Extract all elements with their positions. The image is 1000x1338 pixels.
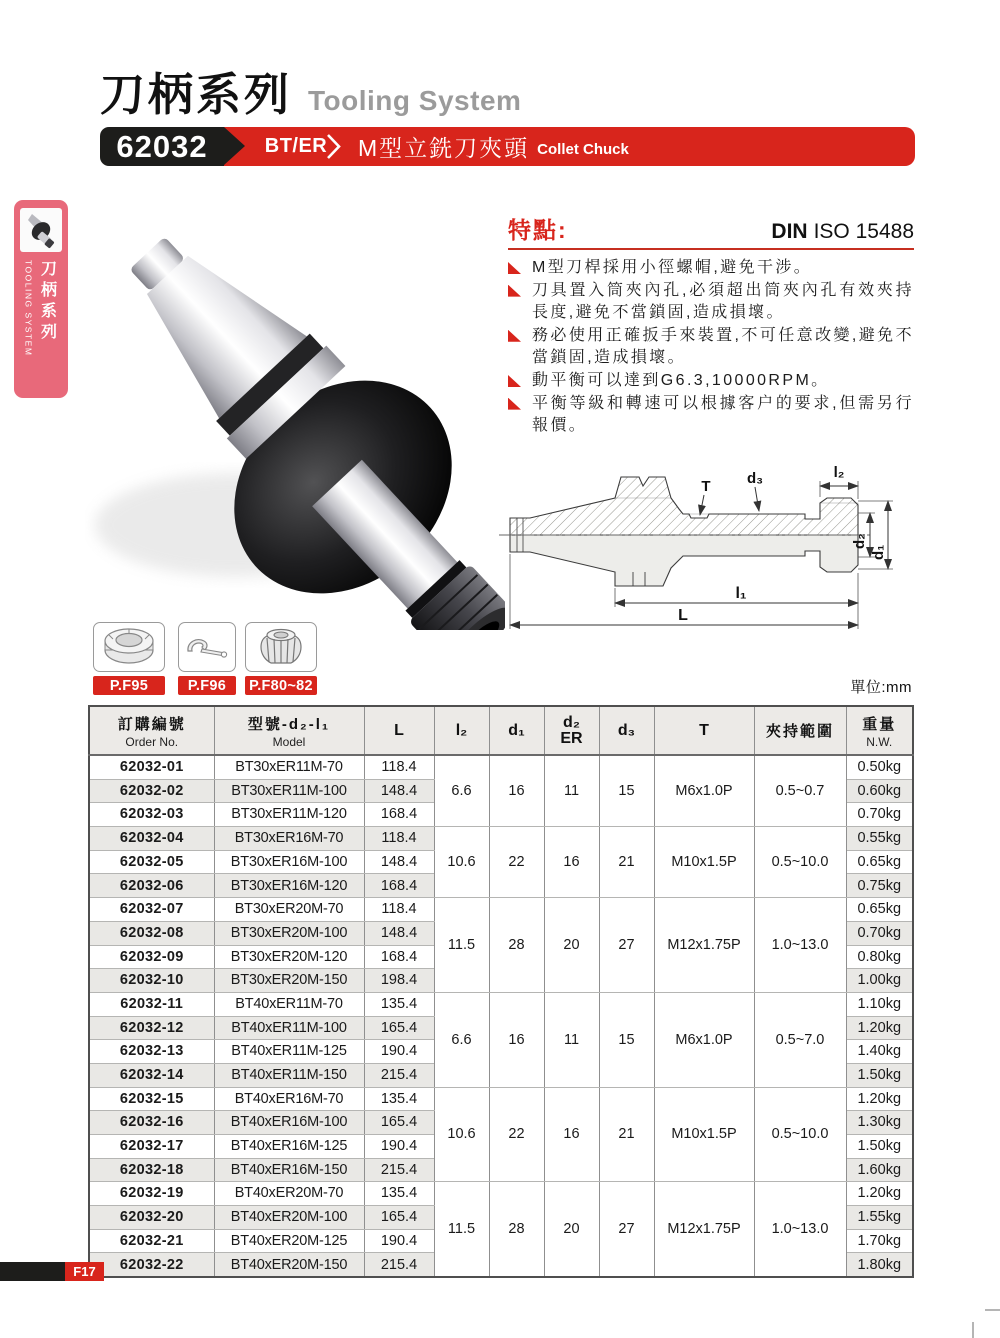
order-no-cell: 62032-21 xyxy=(89,1229,214,1253)
weight-cell: 1.20kg xyxy=(846,1016,913,1040)
length-L-cell: 168.4 xyxy=(364,874,434,898)
model-cell: BT40xER16M-150 xyxy=(214,1158,364,1182)
order-no-cell: 62032-01 xyxy=(89,755,214,779)
dimension-diagram xyxy=(493,453,928,665)
weight-cell: 0.65kg xyxy=(846,850,913,874)
length-L-cell: 165.4 xyxy=(364,1016,434,1040)
model-cell: BT30xER20M-150 xyxy=(214,969,364,993)
spec-d2-er-cell: 20 xyxy=(544,898,599,993)
model-cell: BT30xER11M-120 xyxy=(214,803,364,827)
spec-d2-er-cell: 16 xyxy=(544,1087,599,1182)
order-no-cell: 62032-04 xyxy=(89,827,214,851)
spec-thread-cell: M6x1.0P xyxy=(654,755,754,827)
header-col-d1: d₁ xyxy=(489,706,544,755)
order-no-cell: 62032-16 xyxy=(89,1111,214,1135)
header-col-L: L xyxy=(364,706,434,755)
crop-mark-vertical xyxy=(972,1322,974,1338)
spec-group xyxy=(89,755,913,827)
weight-cell: 1.50kg xyxy=(846,1135,913,1159)
table-row xyxy=(89,992,913,1016)
weight-cell: 0.55kg xyxy=(846,827,913,851)
spec-d3-cell: 27 xyxy=(599,898,654,993)
collet-nut-image xyxy=(93,622,165,672)
footer-bar xyxy=(0,1262,65,1281)
crop-mark-horizontal xyxy=(985,1309,1000,1311)
header-col-d3: d₃ xyxy=(599,706,654,755)
order-no-cell: 62032-03 xyxy=(89,803,214,827)
spec-d1-cell: 28 xyxy=(489,898,544,993)
model-cell: BT40xER20M-125 xyxy=(214,1229,364,1253)
features-section xyxy=(508,212,914,438)
table-row xyxy=(89,1182,913,1206)
collet-nut-icon xyxy=(100,627,158,667)
length-L-cell: 135.4 xyxy=(364,1182,434,1206)
model-cell: BT40xER11M-125 xyxy=(214,1040,364,1064)
thumbnail-collet xyxy=(245,622,317,695)
product-name xyxy=(358,127,629,166)
spec-thread-cell: M12x1.75P xyxy=(654,898,754,993)
bullet-triangle-icon xyxy=(508,375,521,387)
length-L-cell: 118.4 xyxy=(364,898,434,922)
series-label: BT/ER xyxy=(264,135,328,157)
page-title-en: Tooling System xyxy=(308,85,522,116)
length-L-cell: 118.4 xyxy=(364,827,434,851)
dim-label-L: L xyxy=(678,607,688,624)
features-divider xyxy=(508,248,914,250)
length-L-cell: 135.4 xyxy=(364,992,434,1016)
model-cell: BT40xER11M-100 xyxy=(214,1016,364,1040)
tool-lower-profile xyxy=(510,535,858,586)
feature-text: 務必使用正確扳手來裝置,不可任意改變,避免不當鎖固,造成損壞。 xyxy=(532,326,914,367)
weight-cell: 1.55kg xyxy=(846,1206,913,1230)
spec-d3-cell: 15 xyxy=(599,755,654,827)
header-col-weight: 重量 N.W. xyxy=(846,706,913,755)
length-L-cell: 165.4 xyxy=(364,1206,434,1230)
model-cell: BT40xER16M-100 xyxy=(214,1111,364,1135)
length-L-cell: 148.4 xyxy=(364,921,434,945)
table-row xyxy=(89,827,913,851)
standard-din: DIN xyxy=(771,220,808,243)
spec-group xyxy=(89,827,913,898)
model-cell: BT30xER20M-100 xyxy=(214,921,364,945)
weight-cell: 1.00kg xyxy=(846,969,913,993)
spec-d2-er-cell: 11 xyxy=(544,755,599,827)
sidebar-tab-label-zh: 刀柄系列 xyxy=(38,260,56,344)
bullet-triangle-icon xyxy=(508,285,521,297)
length-L-cell: 190.4 xyxy=(364,1040,434,1064)
spec-d3-cell: 21 xyxy=(599,1087,654,1182)
spec-clamp-range-cell: 0.5~10.0 xyxy=(754,827,846,898)
dim-label-d3: d₃ xyxy=(746,470,764,487)
page-ref-label: P.F95 xyxy=(93,676,165,695)
product-photo xyxy=(85,195,505,630)
code-box-arrow xyxy=(224,127,245,165)
order-no-cell: 62032-12 xyxy=(89,1016,214,1040)
weight-cell: 0.60kg xyxy=(846,779,913,803)
order-no-cell: 62032-19 xyxy=(89,1182,214,1206)
model-cell: BT30xER11M-100 xyxy=(214,779,364,803)
spec-l2-cell: 11.5 xyxy=(434,898,489,993)
weight-cell: 1.60kg xyxy=(846,1158,913,1182)
spec-l2-cell: 11.5 xyxy=(434,1182,489,1277)
mini-toolholder-icon xyxy=(24,211,58,249)
spec-l2-cell: 6.6 xyxy=(434,992,489,1087)
feature-text: M型刀桿採用小徑螺帽,避免干涉。 xyxy=(532,259,813,276)
weight-cell: 1.40kg xyxy=(846,1040,913,1064)
length-L-cell: 190.4 xyxy=(364,1229,434,1253)
order-no-cell: 62032-11 xyxy=(89,992,214,1016)
order-no-cell: 62032-22 xyxy=(89,1253,214,1277)
order-no-cell: 62032-20 xyxy=(89,1206,214,1230)
spec-d2-er-cell: 16 xyxy=(544,827,599,898)
spec-d1-cell: 22 xyxy=(489,1087,544,1182)
order-no-cell: 62032-05 xyxy=(89,850,214,874)
length-L-cell: 215.4 xyxy=(364,1158,434,1182)
sidebar-tab-label-en: TOOLING SYSTEM xyxy=(23,260,34,357)
spec-group xyxy=(89,1087,913,1182)
order-no-cell: 62032-02 xyxy=(89,779,214,803)
product-banner xyxy=(100,127,915,166)
order-no-cell: 62032-15 xyxy=(89,1087,214,1111)
thumbnail-hook-spanner xyxy=(178,622,236,695)
model-cell: BT30xER20M-70 xyxy=(214,898,364,922)
product-name-zh: M型立銑刀夾頭 xyxy=(358,135,530,161)
spec-clamp-range-cell: 1.0~13.0 xyxy=(754,1182,846,1277)
order-no-cell: 62032-08 xyxy=(89,921,214,945)
weight-cell: 0.70kg xyxy=(846,803,913,827)
weight-cell: 1.80kg xyxy=(846,1253,913,1277)
spec-table xyxy=(88,705,914,1278)
length-L-cell: 118.4 xyxy=(364,755,434,779)
spec-d3-cell: 27 xyxy=(599,1182,654,1277)
page-title xyxy=(100,58,521,123)
spec-d3-cell: 15 xyxy=(599,992,654,1087)
length-L-cell: 165.4 xyxy=(364,1111,434,1135)
page-number-badge: F17 xyxy=(65,1262,104,1281)
feature-item xyxy=(508,370,914,393)
weight-cell: 0.70kg xyxy=(846,921,913,945)
bullet-triangle-icon xyxy=(508,262,521,274)
length-L-cell: 190.4 xyxy=(364,1135,434,1159)
header-col-l2: l₂ xyxy=(434,706,489,755)
model-cell: BT30xER16M-100 xyxy=(214,850,364,874)
model-cell: BT40xER16M-70 xyxy=(214,1087,364,1111)
model-cell: BT40xER11M-150 xyxy=(214,1063,364,1087)
spec-group xyxy=(89,992,913,1087)
spec-group xyxy=(89,1182,913,1277)
weight-cell: 1.30kg xyxy=(846,1111,913,1135)
spec-thread-cell: M10x1.5P xyxy=(654,1087,754,1182)
header-col-order: 訂購編號 Order No. xyxy=(89,706,214,755)
features-heading: 特點: xyxy=(508,217,568,243)
spec-d2-er-cell: 11 xyxy=(544,992,599,1087)
length-L-cell: 168.4 xyxy=(364,945,434,969)
spec-group xyxy=(89,898,913,993)
feature-text: 動平衡可以達到G6.3,10000RPM。 xyxy=(532,371,830,389)
bullet-triangle-icon xyxy=(508,398,521,410)
weight-cell: 0.80kg xyxy=(846,945,913,969)
model-cell: BT40xER16M-125 xyxy=(214,1135,364,1159)
model-cell: BT30xER16M-70 xyxy=(214,827,364,851)
model-cell: BT40xER20M-100 xyxy=(214,1206,364,1230)
weight-cell: 1.70kg xyxy=(846,1229,913,1253)
page-ref-label: P.F80~82 xyxy=(245,676,317,695)
tool-upper-section xyxy=(510,477,858,535)
order-no-cell: 62032-07 xyxy=(89,898,214,922)
product-code-box xyxy=(100,127,224,166)
dim-label-T: T xyxy=(701,478,711,495)
feature-item xyxy=(508,325,914,370)
header-col-model: 型號-d₂-l₁ Model xyxy=(214,706,364,755)
dim-label-l1: l₁ xyxy=(735,585,747,602)
spec-d1-cell: 16 xyxy=(489,992,544,1087)
spec-d3-cell: 21 xyxy=(599,827,654,898)
length-L-cell: 198.4 xyxy=(364,969,434,993)
features-list xyxy=(508,257,914,438)
table-row xyxy=(89,755,913,779)
spec-d1-cell: 22 xyxy=(489,827,544,898)
weight-cell: 1.10kg xyxy=(846,992,913,1016)
weight-cell: 1.20kg xyxy=(846,1087,913,1111)
table-row xyxy=(89,1087,913,1111)
page-title-zh: 刀柄系列 xyxy=(100,69,293,120)
collet-image xyxy=(245,622,317,672)
spec-clamp-range-cell: 0.5~7.0 xyxy=(754,992,846,1087)
model-cell: BT40xER20M-150 xyxy=(214,1253,364,1277)
weight-cell: 1.20kg xyxy=(846,1182,913,1206)
model-cell: BT30xER16M-120 xyxy=(214,874,364,898)
weight-cell: 0.65kg xyxy=(846,898,913,922)
standard-iso: ISO 15488 xyxy=(813,220,914,243)
model-cell: BT30xER20M-120 xyxy=(214,945,364,969)
model-cell: BT30xER11M-70 xyxy=(214,755,364,779)
spec-d1-cell: 28 xyxy=(489,1182,544,1277)
header-col-clamp-range: 夾持範圍 xyxy=(754,706,846,755)
spec-d2-er-cell: 20 xyxy=(544,1182,599,1277)
hook-spanner-icon xyxy=(183,629,231,665)
dim-label-d1: d₁ xyxy=(870,544,887,560)
weight-cell: 1.50kg xyxy=(846,1063,913,1087)
header-col-d2-er: d₂ ER xyxy=(544,706,599,755)
feature-item xyxy=(508,280,914,325)
spec-clamp-range-cell: 1.0~13.0 xyxy=(754,898,846,993)
order-no-cell: 62032-18 xyxy=(89,1158,214,1182)
weight-cell: 0.50kg xyxy=(846,755,913,779)
feature-text: 平衡等級和轉速可以根據客户的要求,但需另行報價。 xyxy=(532,394,914,435)
collet-icon xyxy=(255,626,307,668)
length-L-cell: 148.4 xyxy=(364,850,434,874)
product-code: 62032 xyxy=(116,128,208,164)
spec-clamp-range-cell: 0.5~10.0 xyxy=(754,1087,846,1182)
spec-l2-cell: 10.6 xyxy=(434,827,489,898)
header-col-thread: T xyxy=(654,706,754,755)
hook-spanner-image xyxy=(178,622,236,672)
spec-d1-cell: 16 xyxy=(489,755,544,827)
unit-label: 單位:mm xyxy=(850,679,912,696)
order-no-cell: 62032-10 xyxy=(89,969,214,993)
bullet-triangle-icon xyxy=(508,330,521,342)
sidebar-tool-thumbnail xyxy=(20,208,62,252)
chevron-separator-icon xyxy=(325,133,343,160)
weight-cell: 0.75kg xyxy=(846,874,913,898)
page-ref-label: P.F96 xyxy=(178,676,236,695)
order-no-cell: 62032-09 xyxy=(89,945,214,969)
length-L-cell: 215.4 xyxy=(364,1253,434,1277)
feature-item xyxy=(508,257,914,280)
order-no-cell: 62032-06 xyxy=(89,874,214,898)
model-cell: BT40xER11M-70 xyxy=(214,992,364,1016)
table-row xyxy=(89,898,913,922)
thumbnail-collet-nut xyxy=(93,622,165,695)
spec-thread-cell: M12x1.75P xyxy=(654,1182,754,1277)
spec-thread-cell: M6x1.0P xyxy=(654,992,754,1087)
spec-l2-cell: 10.6 xyxy=(434,1087,489,1182)
dim-label-l2: l₂ xyxy=(833,464,845,481)
model-cell: BT40xER20M-70 xyxy=(214,1182,364,1206)
product-name-en: Collet Chuck xyxy=(537,141,629,158)
spec-clamp-range-cell: 0.5~0.7 xyxy=(754,755,846,827)
length-L-cell: 168.4 xyxy=(364,803,434,827)
order-no-cell: 62032-14 xyxy=(89,1063,214,1087)
order-no-cell: 62032-17 xyxy=(89,1135,214,1159)
length-L-cell: 215.4 xyxy=(364,1063,434,1087)
feature-text: 刀具置入筒夾內孔,必須超出筒夾內孔有效夾持長度,避免不當鎖固,造成損壞。 xyxy=(532,281,914,322)
standard-label xyxy=(771,220,914,244)
length-L-cell: 148.4 xyxy=(364,779,434,803)
spec-l2-cell: 6.6 xyxy=(434,755,489,827)
feature-item xyxy=(508,393,914,438)
spec-table-section xyxy=(88,705,914,1278)
sidebar-series-tab xyxy=(14,200,68,398)
dim-label-d2: d₂ xyxy=(851,533,868,549)
length-L-cell: 135.4 xyxy=(364,1087,434,1111)
order-no-cell: 62032-13 xyxy=(89,1040,214,1064)
spec-thread-cell: M10x1.5P xyxy=(654,827,754,898)
